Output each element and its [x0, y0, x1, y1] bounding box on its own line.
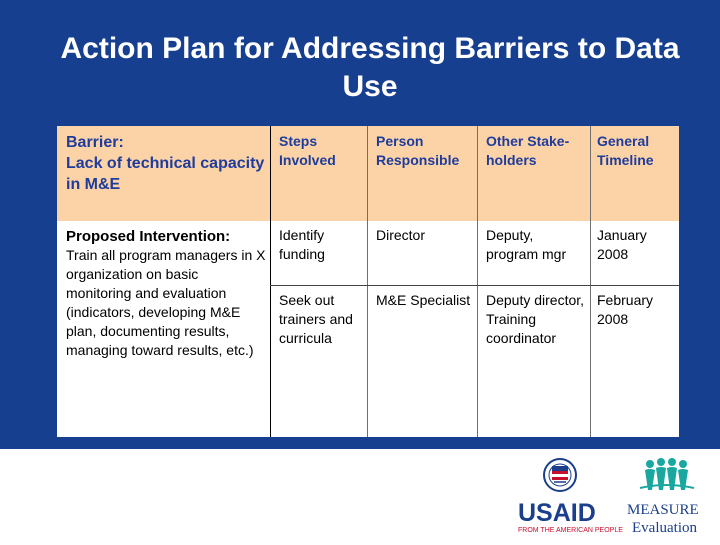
action-plan-table — [57, 126, 679, 437]
intervention-cell — [66, 227, 266, 360]
usaid-wordmark: USAID — [518, 499, 596, 527]
usaid-seal-icon — [544, 459, 576, 491]
row2-person: M&E Specialist — [376, 292, 471, 308]
column-divider — [367, 126, 368, 437]
header-steps-involved: Steps Involved — [279, 133, 336, 168]
measure-people-icon — [640, 458, 694, 490]
row1-step: Identify funding — [279, 227, 325, 262]
column-divider — [477, 126, 478, 437]
intervention-label: Proposed Intervention: — [66, 228, 231, 245]
column-divider — [590, 126, 591, 437]
measure-wordmark: MEASURE — [627, 502, 699, 518]
slide-title: Action Plan for Addressing Barriers to Data Use — [60, 32, 680, 103]
header-person-responsible: Person Responsible — [376, 133, 460, 168]
row1-timeline: January 2008 — [597, 227, 647, 262]
header-general-timeline: General Timeline — [597, 133, 654, 168]
usaid-tagline: FROM THE AMERICAN PEOPLE — [518, 527, 623, 534]
column-divider — [270, 126, 271, 437]
row2-timeline: February 2008 — [597, 292, 654, 327]
logos-svg — [500, 452, 720, 540]
row1-stakeholders: Deputy, program mgr — [486, 227, 567, 262]
barrier-cell — [66, 132, 266, 195]
row2-stakeholders: Deputy director, Training coordinator — [486, 292, 585, 346]
row1-person: Director — [376, 227, 426, 243]
measure-sub-wordmark: Evaluation — [632, 520, 697, 536]
barrier-label: Barrier: — [66, 134, 124, 151]
barrier-text: Lack of technical capacity in M&E — [66, 155, 265, 193]
row2-step: Seek out trainers and curricula — [279, 292, 353, 346]
row-divider — [270, 285, 679, 286]
footer-logos — [500, 452, 720, 540]
header-other-stakeholders: Other Stake-holders — [486, 133, 570, 168]
intervention-text: Train all program managers in X organization on basic monitoring and evaluation (indicators, developing M&E plan, documenting results, managing toward results, etc.) — [66, 247, 266, 358]
